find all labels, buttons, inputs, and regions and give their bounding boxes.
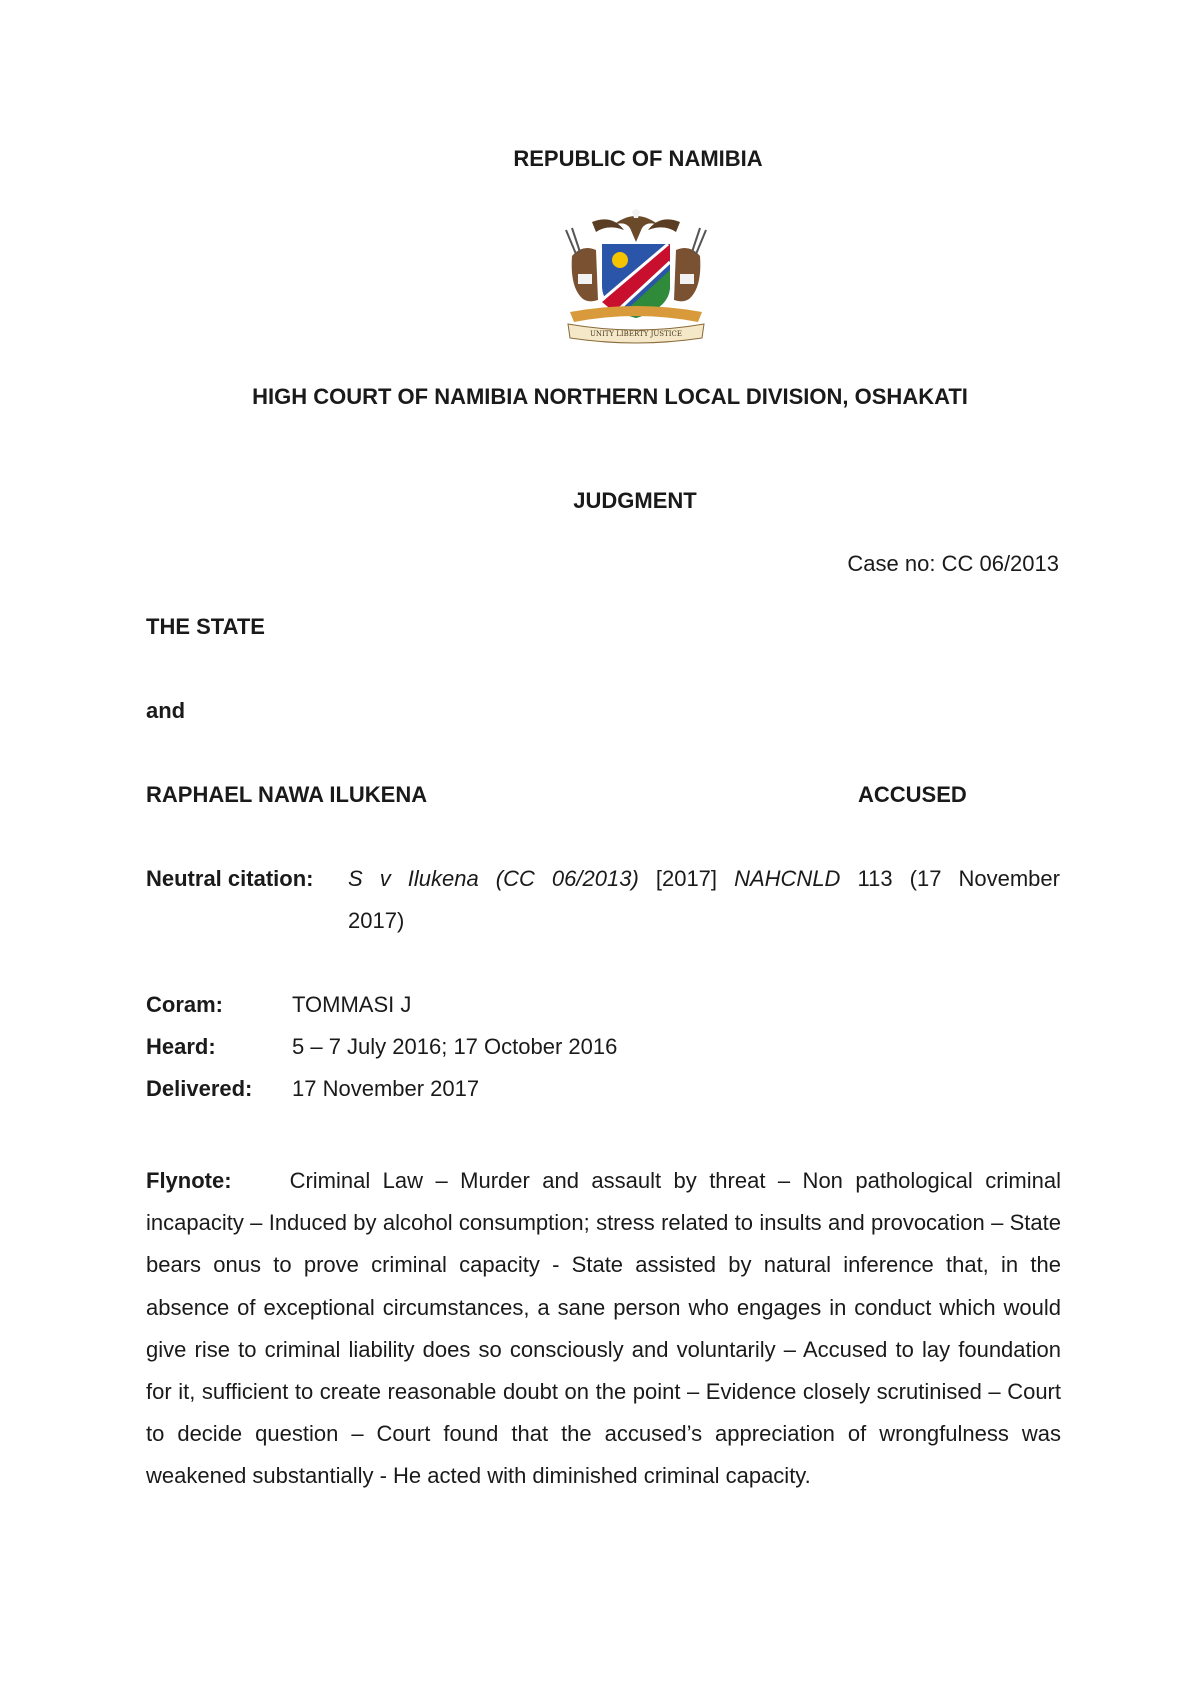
neutral-citation xyxy=(348,866,1060,892)
coat-of-arms-icon xyxy=(552,204,720,344)
flynote-label: Flynote: xyxy=(146,1168,232,1193)
accused-name: RAPHAEL NAWA ILUKENA xyxy=(146,782,428,807)
flynote-text: Criminal Law – Murder and assault by threat – Non pathological criminal incapacity – Induced by alcohol consumption; stress related to insults and provocation – State bears onus to prove criminal capacity - State assisted by natural inference that, in the absence of exceptional circumstances, a sane person who engages in conduct which would give rise to criminal liability does so consciously and voluntarily – Accused to lay foundation for it, sufficient to create reasonable doubt on the point – Evidence closely scrutinised – Court to decide question – Court found that the accused’s appreciation of wrongfulness was weakened substantially - He acted with diminished criminal capacity. xyxy=(146,1168,1061,1489)
coram-value: TOMMASI J xyxy=(292,992,412,1017)
court-heading: HIGH COURT OF NAMIBIA NORTHERN LOCAL DIVISION, OSHAKATI xyxy=(252,384,968,409)
party-and: and xyxy=(146,698,186,723)
country-heading: REPUBLIC OF NAMIBIA xyxy=(513,146,763,171)
citation-court: NAHCNLD xyxy=(734,866,841,891)
neutral-citation-continuation: 2017) xyxy=(348,908,405,933)
heard-label: Heard: xyxy=(146,1034,216,1059)
heard-value: 5 – 7 July 2016; 17 October 2016 xyxy=(292,1034,618,1059)
accused-label: ACCUSED xyxy=(858,782,967,807)
flynote-paragraph xyxy=(146,1160,1061,1498)
document-type: JUDGMENT xyxy=(573,488,697,513)
coram-label: Coram: xyxy=(146,992,224,1017)
neutral-citation-label: Neutral citation: xyxy=(146,866,314,891)
party-state: THE STATE xyxy=(146,614,265,639)
citation-year: [2017] xyxy=(655,866,718,891)
delivered-value: 17 November 2017 xyxy=(292,1076,480,1101)
citation-number-date: 113 (17 November xyxy=(857,866,1060,891)
citation-case: S v Ilukena (CC 06/2013) xyxy=(348,866,639,891)
delivered-label: Delivered: xyxy=(146,1076,253,1101)
case-number: Case no: CC 06/2013 xyxy=(847,551,1059,576)
svg-text:UNITY LIBERTY JUSTICE: UNITY LIBERTY JUSTICE xyxy=(589,330,683,338)
